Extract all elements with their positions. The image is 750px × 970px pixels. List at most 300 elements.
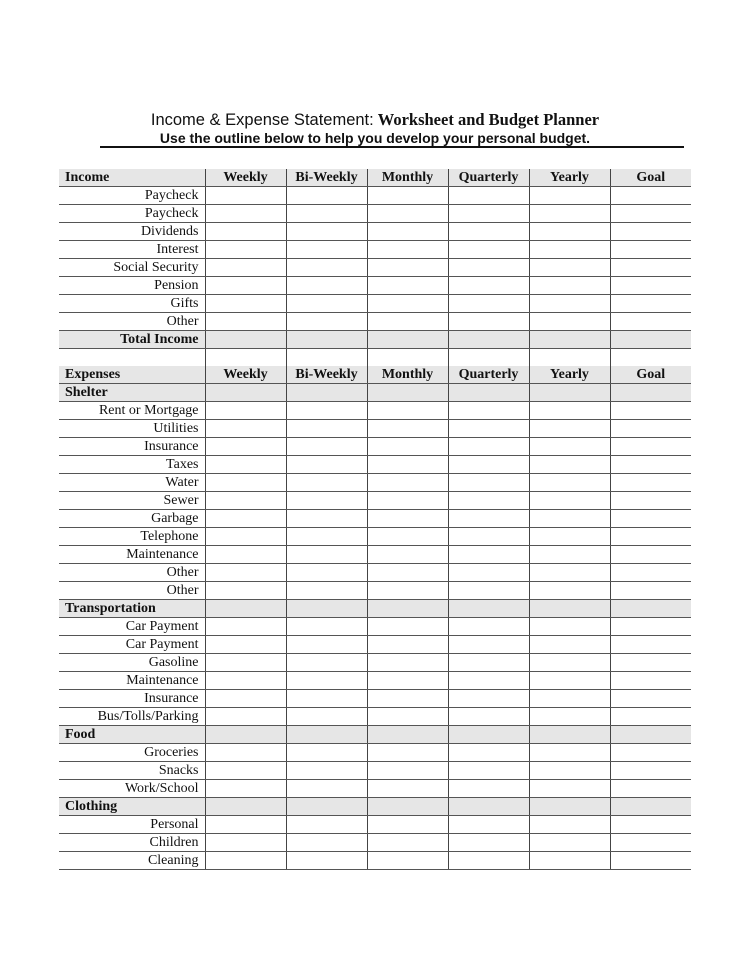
entry-cell[interactable] (367, 762, 448, 780)
entry-cell[interactable] (610, 564, 691, 582)
entry-cell[interactable] (367, 331, 448, 349)
entry-cell[interactable] (448, 259, 529, 277)
entry-cell[interactable] (367, 510, 448, 528)
entry-cell[interactable] (529, 492, 610, 510)
entry-cell[interactable] (367, 438, 448, 456)
entry-cell[interactable] (529, 744, 610, 762)
entry-cell[interactable] (529, 313, 610, 331)
entry-cell[interactable] (610, 331, 691, 349)
entry-cell[interactable] (367, 420, 448, 438)
entry-cell[interactable] (367, 816, 448, 834)
entry-cell[interactable] (286, 492, 367, 510)
entry-cell[interactable] (529, 816, 610, 834)
entry-cell[interactable] (448, 726, 529, 744)
entry-cell[interactable] (610, 313, 691, 331)
entry-cell[interactable] (448, 852, 529, 870)
expense-row (59, 852, 691, 870)
row-label: Gifts (59, 295, 205, 313)
entry-cell[interactable] (286, 600, 367, 618)
entry-cell[interactable] (205, 816, 286, 834)
entry-cell[interactable] (529, 582, 610, 600)
entry-cell[interactable] (367, 241, 448, 259)
row-label: Paycheck (59, 187, 205, 205)
entry-cell[interactable] (529, 564, 610, 582)
entry-cell[interactable] (448, 492, 529, 510)
entry-cell[interactable] (205, 187, 286, 205)
entry-cell[interactable] (529, 331, 610, 349)
entry-cell[interactable] (367, 744, 448, 762)
entry-cell[interactable] (448, 456, 529, 474)
row-label: Maintenance (59, 546, 205, 564)
entry-cell[interactable] (205, 708, 286, 726)
entry-cell[interactable] (448, 744, 529, 762)
entry-cell[interactable] (367, 780, 448, 798)
category-row (59, 726, 691, 744)
entry-cell[interactable] (448, 349, 529, 367)
entry-cell[interactable] (610, 528, 691, 546)
entry-cell[interactable] (205, 438, 286, 456)
entry-cell[interactable] (205, 295, 286, 313)
expense-row (59, 654, 691, 672)
row-label: Social Security (59, 259, 205, 277)
entry-cell[interactable] (529, 241, 610, 259)
entry-cell[interactable] (448, 780, 529, 798)
entry-cell[interactable] (205, 241, 286, 259)
entry-cell[interactable] (529, 636, 610, 654)
entry-cell[interactable] (610, 438, 691, 456)
entry-cell[interactable] (367, 349, 448, 367)
entry-cell[interactable] (286, 295, 367, 313)
category-label: Clothing (59, 798, 205, 816)
entry-cell[interactable] (367, 313, 448, 331)
entry-cell[interactable] (448, 313, 529, 331)
entry-cell[interactable] (529, 708, 610, 726)
page-subtitle: Use the outline below to help you develop your personal budget. (159, 130, 591, 146)
entry-cell[interactable] (610, 582, 691, 600)
entry-cell[interactable] (286, 205, 367, 223)
title-divider (100, 146, 684, 148)
entry-cell[interactable] (610, 672, 691, 690)
entry-cell[interactable] (448, 798, 529, 816)
entry-cell[interactable] (286, 510, 367, 528)
entry-cell[interactable] (367, 277, 448, 295)
row-label: Snacks (59, 762, 205, 780)
expense-row (59, 510, 691, 528)
entry-cell[interactable] (529, 420, 610, 438)
entry-cell[interactable] (205, 852, 286, 870)
entry-cell[interactable] (610, 708, 691, 726)
entry-cell[interactable] (205, 744, 286, 762)
entry-cell[interactable] (610, 492, 691, 510)
entry-cell[interactable] (367, 259, 448, 277)
entry-cell[interactable] (529, 510, 610, 528)
entry-cell[interactable] (205, 780, 286, 798)
expense-row (59, 762, 691, 780)
entry-cell[interactable] (448, 241, 529, 259)
entry-cell[interactable] (286, 726, 367, 744)
entry-cell[interactable] (529, 852, 610, 870)
entry-cell[interactable] (205, 492, 286, 510)
column-header: Goal (610, 169, 691, 187)
entry-cell[interactable] (610, 852, 691, 870)
entry-cell[interactable] (448, 672, 529, 690)
entry-cell[interactable] (610, 780, 691, 798)
entry-cell[interactable] (367, 672, 448, 690)
entry-cell[interactable] (529, 600, 610, 618)
spacer-row (59, 349, 691, 367)
entry-cell[interactable] (367, 834, 448, 852)
entry-cell[interactable] (205, 384, 286, 402)
entry-cell[interactable] (610, 816, 691, 834)
entry-cell[interactable] (286, 474, 367, 492)
entry-cell[interactable] (205, 798, 286, 816)
title-sub: Worksheet and Budget Planner (377, 110, 600, 129)
entry-cell[interactable] (286, 708, 367, 726)
entry-cell[interactable] (205, 349, 286, 367)
entry-cell[interactable] (205, 672, 286, 690)
column-header: Bi-Weekly (286, 366, 367, 384)
row-label: Paycheck (59, 205, 205, 223)
income-row (59, 259, 691, 277)
row-label: Other (59, 582, 205, 600)
entry-cell[interactable] (448, 277, 529, 295)
expense-row (59, 708, 691, 726)
entry-cell[interactable] (205, 600, 286, 618)
entry-cell[interactable] (367, 564, 448, 582)
entry-cell[interactable] (286, 349, 367, 367)
entry-cell[interactable] (610, 295, 691, 313)
entry-cell[interactable] (286, 456, 367, 474)
row-label: Rent or Mortgage (59, 402, 205, 420)
entry-cell[interactable] (286, 313, 367, 331)
entry-cell[interactable] (610, 402, 691, 420)
entry-cell[interactable] (205, 510, 286, 528)
entry-cell[interactable] (610, 762, 691, 780)
entry-cell[interactable] (205, 582, 286, 600)
column-header: Goal (610, 366, 691, 384)
entry-cell[interactable] (610, 349, 691, 367)
entry-cell[interactable] (529, 384, 610, 402)
entry-cell[interactable] (286, 672, 367, 690)
row-label: Maintenance (59, 672, 205, 690)
entry-cell[interactable] (286, 636, 367, 654)
entry-cell[interactable] (448, 510, 529, 528)
row-label: Pension (59, 277, 205, 295)
entry-cell[interactable] (205, 528, 286, 546)
entry-cell[interactable] (286, 259, 367, 277)
entry-cell[interactable] (205, 762, 286, 780)
entry-cell[interactable] (286, 528, 367, 546)
entry-cell[interactable] (205, 313, 286, 331)
column-header: Quarterly (448, 366, 529, 384)
entry-cell[interactable] (205, 546, 286, 564)
entry-cell[interactable] (529, 780, 610, 798)
entry-cell[interactable] (205, 205, 286, 223)
entry-cell[interactable] (286, 241, 367, 259)
entry-cell[interactable] (529, 223, 610, 241)
section-heading: Expenses (59, 366, 205, 384)
entry-cell[interactable] (529, 528, 610, 546)
entry-cell[interactable] (610, 600, 691, 618)
entry-cell[interactable] (205, 474, 286, 492)
entry-cell[interactable] (286, 834, 367, 852)
entry-cell[interactable] (448, 384, 529, 402)
entry-cell[interactable] (610, 420, 691, 438)
category-row (59, 600, 691, 618)
entry-cell[interactable] (448, 438, 529, 456)
entry-cell[interactable] (448, 600, 529, 618)
entry-cell[interactable] (610, 546, 691, 564)
entry-cell[interactable] (610, 259, 691, 277)
entry-cell[interactable] (610, 834, 691, 852)
entry-cell[interactable] (610, 456, 691, 474)
column-header: Bi-Weekly (286, 169, 367, 187)
entry-cell[interactable] (529, 618, 610, 636)
entry-cell[interactable] (367, 852, 448, 870)
entry-cell[interactable] (286, 546, 367, 564)
entry-cell[interactable] (367, 600, 448, 618)
row-label: Telephone (59, 528, 205, 546)
income-row (59, 313, 691, 331)
entry-cell[interactable] (610, 205, 691, 223)
row-label: Interest (59, 241, 205, 259)
entry-cell[interactable] (610, 384, 691, 402)
entry-cell[interactable] (286, 654, 367, 672)
entry-cell[interactable] (367, 582, 448, 600)
entry-cell[interactable] (448, 546, 529, 564)
entry-cell[interactable] (286, 277, 367, 295)
row-label: Garbage (59, 510, 205, 528)
entry-cell[interactable] (529, 474, 610, 492)
entry-cell[interactable] (448, 654, 529, 672)
page-title (0, 111, 750, 130)
expense-row (59, 456, 691, 474)
entry-cell[interactable] (610, 636, 691, 654)
row-label: Car Payment (59, 636, 205, 654)
entry-cell[interactable] (610, 726, 691, 744)
entry-cell[interactable] (367, 295, 448, 313)
entry-cell[interactable] (286, 402, 367, 420)
entry-cell[interactable] (367, 636, 448, 654)
entry-cell[interactable] (448, 420, 529, 438)
entry-cell[interactable] (205, 690, 286, 708)
entry-cell[interactable] (205, 223, 286, 241)
entry-cell[interactable] (205, 834, 286, 852)
expense-row (59, 438, 691, 456)
expense-row (59, 402, 691, 420)
entry-cell[interactable] (367, 474, 448, 492)
row-label: Children (59, 834, 205, 852)
entry-cell[interactable] (610, 654, 691, 672)
column-header: Weekly (205, 169, 286, 187)
entry-cell[interactable] (367, 205, 448, 223)
entry-cell[interactable] (448, 618, 529, 636)
entry-cell[interactable] (367, 690, 448, 708)
title-main: Income & Expense Statement: (150, 111, 374, 129)
entry-cell[interactable] (286, 618, 367, 636)
entry-cell[interactable] (529, 295, 610, 313)
entry-cell[interactable] (610, 510, 691, 528)
category-label: Food (59, 726, 205, 744)
entry-cell[interactable] (529, 277, 610, 295)
entry-cell[interactable] (205, 636, 286, 654)
column-header: Yearly (529, 169, 610, 187)
column-header: Yearly (529, 366, 610, 384)
expense-row (59, 690, 691, 708)
entry-cell[interactable] (529, 672, 610, 690)
entry-cell[interactable] (286, 690, 367, 708)
expense-row (59, 636, 691, 654)
entry-cell[interactable] (448, 636, 529, 654)
row-label: Bus/Tolls/Parking (59, 708, 205, 726)
row-label: Taxes (59, 456, 205, 474)
entry-cell[interactable] (367, 187, 448, 205)
entry-cell[interactable] (367, 384, 448, 402)
entry-cell[interactable] (286, 420, 367, 438)
entry-cell[interactable] (448, 528, 529, 546)
entry-cell[interactable] (367, 223, 448, 241)
row-label: Water (59, 474, 205, 492)
entry-cell[interactable] (286, 816, 367, 834)
entry-cell[interactable] (529, 349, 610, 367)
entry-cell[interactable] (448, 816, 529, 834)
entry-cell[interactable] (529, 762, 610, 780)
category-label: Shelter (59, 384, 205, 402)
entry-cell[interactable] (610, 187, 691, 205)
total-income-row (59, 331, 691, 349)
entry-cell[interactable] (205, 420, 286, 438)
category-row (59, 798, 691, 816)
entry-cell[interactable] (448, 205, 529, 223)
entry-cell[interactable] (529, 546, 610, 564)
entry-cell[interactable] (529, 259, 610, 277)
entry-cell[interactable] (367, 654, 448, 672)
income-row (59, 223, 691, 241)
entry-cell[interactable] (205, 402, 286, 420)
entry-cell[interactable] (529, 456, 610, 474)
entry-cell[interactable] (286, 187, 367, 205)
entry-cell[interactable] (286, 852, 367, 870)
entry-cell[interactable] (205, 726, 286, 744)
column-header: Monthly (367, 366, 448, 384)
entry-cell[interactable] (529, 402, 610, 420)
entry-cell[interactable] (286, 438, 367, 456)
entry-cell[interactable] (529, 205, 610, 223)
entry-cell[interactable] (529, 726, 610, 744)
entry-cell[interactable] (610, 744, 691, 762)
total-label: Total Income (59, 331, 205, 349)
entry-cell[interactable] (367, 726, 448, 744)
entry-cell[interactable] (529, 438, 610, 456)
entry-cell[interactable] (286, 384, 367, 402)
spacer (59, 349, 205, 367)
entry-cell[interactable] (529, 654, 610, 672)
entry-cell[interactable] (610, 241, 691, 259)
entry-cell[interactable] (286, 762, 367, 780)
entry-cell[interactable] (610, 277, 691, 295)
row-label: Groceries (59, 744, 205, 762)
entry-cell[interactable] (610, 798, 691, 816)
row-label: Insurance (59, 438, 205, 456)
entry-cell[interactable] (205, 259, 286, 277)
row-label: Other (59, 313, 205, 331)
row-label: Insurance (59, 690, 205, 708)
income-row (59, 241, 691, 259)
entry-cell[interactable] (610, 474, 691, 492)
row-label: Utilities (59, 420, 205, 438)
row-label: Car Payment (59, 618, 205, 636)
entry-cell[interactable] (448, 708, 529, 726)
row-label: Other (59, 564, 205, 582)
entry-cell[interactable] (448, 223, 529, 241)
entry-cell[interactable] (286, 331, 367, 349)
row-label: Work/School (59, 780, 205, 798)
entry-cell[interactable] (448, 834, 529, 852)
expense-row (59, 564, 691, 582)
entry-cell[interactable] (448, 582, 529, 600)
entry-cell[interactable] (205, 331, 286, 349)
entry-cell[interactable] (529, 690, 610, 708)
entry-cell[interactable] (205, 456, 286, 474)
entry-cell[interactable] (286, 582, 367, 600)
entry-cell[interactable] (529, 798, 610, 816)
expenses-header-row (59, 366, 691, 384)
entry-cell[interactable] (610, 223, 691, 241)
entry-cell[interactable] (286, 223, 367, 241)
entry-cell[interactable] (367, 492, 448, 510)
entry-cell[interactable] (367, 708, 448, 726)
entry-cell[interactable] (367, 618, 448, 636)
expense-row (59, 492, 691, 510)
entry-cell[interactable] (610, 618, 691, 636)
entry-cell[interactable] (286, 798, 367, 816)
entry-cell[interactable] (367, 528, 448, 546)
entry-cell[interactable] (286, 780, 367, 798)
entry-cell[interactable] (205, 564, 286, 582)
entry-cell[interactable] (367, 546, 448, 564)
row-label: Dividends (59, 223, 205, 241)
entry-cell[interactable] (286, 744, 367, 762)
entry-cell[interactable] (610, 690, 691, 708)
entry-cell[interactable] (448, 187, 529, 205)
entry-cell[interactable] (448, 402, 529, 420)
row-label: Gasoline (59, 654, 205, 672)
entry-cell[interactable] (367, 402, 448, 420)
entry-cell[interactable] (448, 331, 529, 349)
entry-cell[interactable] (448, 690, 529, 708)
row-label: Sewer (59, 492, 205, 510)
section-heading: Income (59, 169, 205, 187)
expense-row (59, 420, 691, 438)
entry-cell[interactable] (448, 295, 529, 313)
expense-row (59, 816, 691, 834)
income-row (59, 205, 691, 223)
entry-cell[interactable] (205, 277, 286, 295)
entry-cell[interactable] (448, 474, 529, 492)
expense-row (59, 744, 691, 762)
entry-cell[interactable] (367, 798, 448, 816)
expense-row (59, 582, 691, 600)
entry-cell[interactable] (529, 187, 610, 205)
entry-cell[interactable] (367, 456, 448, 474)
entry-cell[interactable] (286, 564, 367, 582)
entry-cell[interactable] (448, 564, 529, 582)
entry-cell[interactable] (205, 618, 286, 636)
entry-cell[interactable] (529, 834, 610, 852)
entry-cell[interactable] (205, 654, 286, 672)
entry-cell[interactable] (448, 762, 529, 780)
expense-row (59, 672, 691, 690)
